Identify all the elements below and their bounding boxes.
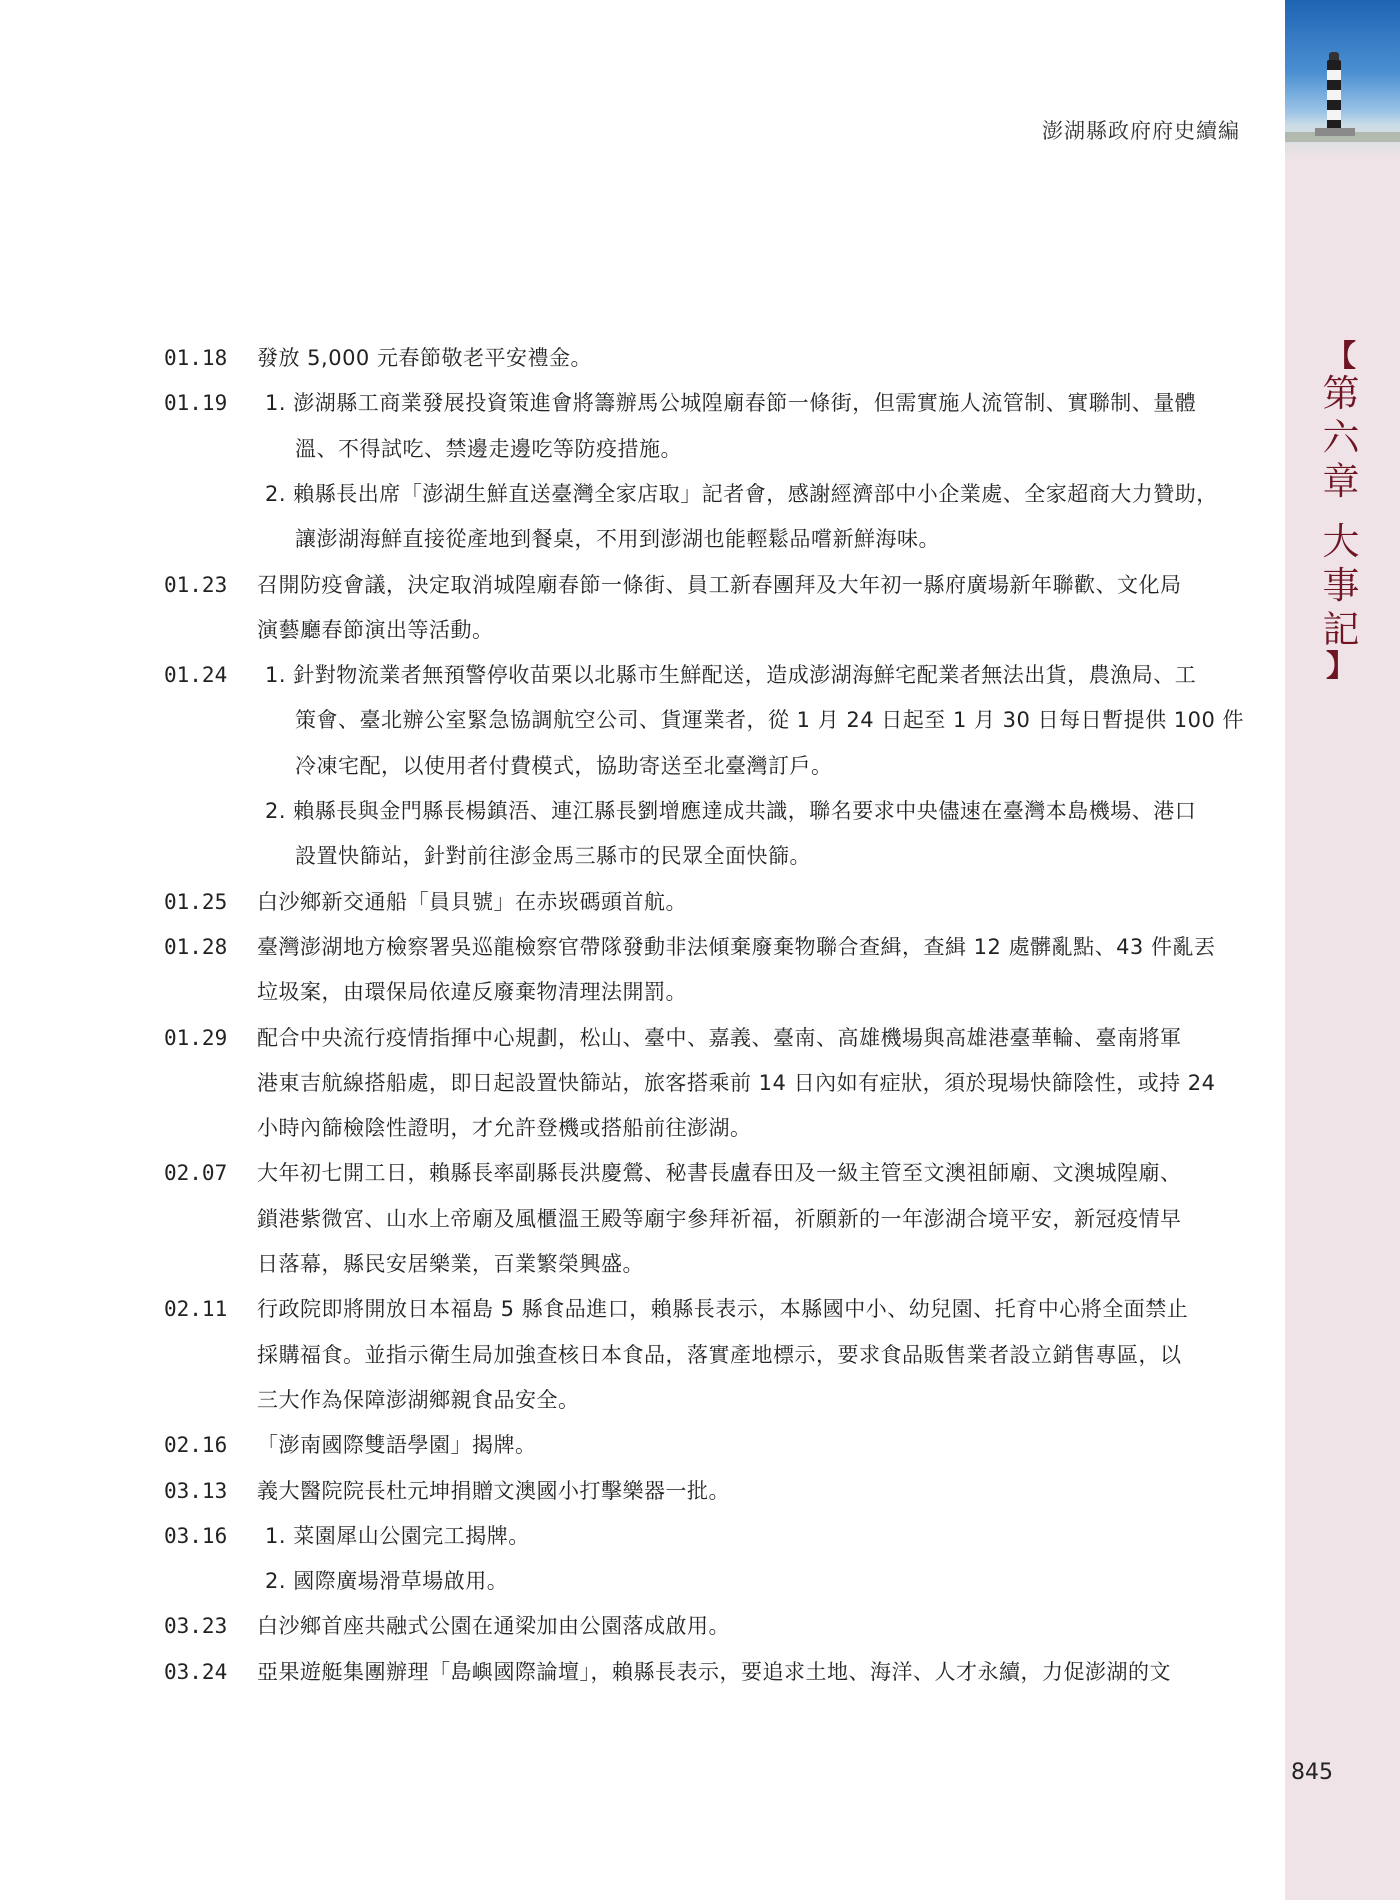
chapter-tab-char: 事: [1322, 564, 1360, 607]
chapter-tab-char: 大: [1322, 520, 1360, 563]
entry-text-line: 策會、臺北辦公室緊急協調航空公司、貨運業者，從 1 月 24 日起至 1 月 30 日每日暫提供 100 件: [295, 708, 1244, 733]
entry-text-line: 亞果遊艇集團辦理「島嶼國際論壇」，賴縣長表示，要追求土地、海洋、人才永續，力促澎湖的文: [257, 1659, 1171, 1684]
entry-text-line: 三大作為保障澎湖鄉親食品安全。: [257, 1387, 580, 1412]
entry-date: 03.23: [164, 1614, 228, 1639]
entry-text-line: 義大醫院院長杜元坤捐贈文澳國小打擊樂器一批。: [257, 1478, 730, 1503]
entry-text-line: 演藝廳春節演出等活動。: [257, 617, 494, 642]
entry-text-line: 發放 5,000 元春節敬老平安禮金。: [257, 346, 592, 370]
chapter-tab-gap: [1316, 504, 1366, 520]
chapter-tab-close-bracket: 】: [1326, 649, 1356, 684]
chapter-tab-open-bracket: 【: [1326, 339, 1356, 374]
entry-date: 01.25: [164, 889, 228, 914]
chapter-tab-char: 第: [1322, 372, 1360, 415]
chapter-tab: [1316, 339, 1366, 684]
entry-date: 01.24: [164, 663, 228, 688]
entry-date: 03.24: [164, 1659, 228, 1684]
chapter-tab-char: 記: [1322, 608, 1360, 651]
entry-text-line: 配合中央流行疫情指揮中心規劃，松山、臺中、嘉義、臺南、高雄機場與高雄港臺華輪、臺南將軍: [257, 1025, 1182, 1050]
entry-date: 01.23: [164, 572, 228, 597]
chapter-side-band: [1285, 0, 1400, 1900]
entry-text-line: 日落幕，縣民安居樂業，百業繁榮興盛。: [257, 1252, 644, 1276]
entry-date: 02.16: [164, 1433, 228, 1458]
entry-text-line: 白沙鄉首座共融式公園在通梁加由公園落成啟用。: [257, 1614, 730, 1639]
entry-text-line: 垃圾案，由環保局依違反廢棄物清理法開罰。: [257, 980, 687, 1005]
entry-text-line: 1. 菜園犀山公園完工揭牌。: [265, 1523, 530, 1548]
entry-text-line: 臺灣澎湖地方檢察署吳巡龍檢察官帶隊發動非法傾棄廢棄物聯合查緝，查緝 12 處髒亂點、43 件亂丟: [257, 934, 1216, 959]
entry-text-line: 「澎南國際雙語學園」揭牌。: [257, 1433, 537, 1458]
entry-date: 03.16: [164, 1523, 228, 1548]
entry-text-line: 小時內篩檢陰性證明，才允許登機或搭船前往澎湖。: [257, 1116, 752, 1141]
entry-text-line: 1. 澎湖縣工商業發展投資策進會將籌辦馬公城隍廟春節一條街，但需實施人流管制、實聯制、量體: [265, 391, 1197, 416]
entry-date: 03.13: [164, 1478, 228, 1503]
entry-date: 01.28: [164, 934, 228, 959]
entry-text-line: 2. 國際廣場滑草場啟用。: [265, 1569, 509, 1594]
lighthouse-photo: [1285, 0, 1400, 160]
entry-text-line: 讓澎湖海鮮直接從產地到餐桌，不用到澎湖也能輕鬆品嚐新鮮海味。: [295, 527, 940, 552]
entry-text-line: 港東吉航線搭船處，即日起設置快篩站，旅客搭乘前 14 日內如有症狀，須於現場快篩陰性，或持 24: [257, 1070, 1216, 1095]
lighthouse-base-icon: [1315, 128, 1355, 136]
entry-date: 01.29: [164, 1025, 228, 1050]
entry-date: 01.19: [164, 391, 228, 416]
page-number: 845: [1291, 1760, 1333, 1785]
entry-date: 01.18: [164, 346, 228, 370]
entry-text-line: 大年初七開工日，賴縣長率副縣長洪慶鶯、秘書長盧春田及一級主管至文澳祖師廟、文澳城隍廟、: [257, 1161, 1182, 1186]
lighthouse-icon: [1327, 60, 1341, 132]
entry-text-line: 溫、不得試吃、禁邊走邊吃等防疫措施。: [295, 436, 682, 461]
entry-date: 02.07: [164, 1161, 228, 1186]
entry-text-line: 採購福食。並指示衛生局加強查核日本食品，落實產地標示，要求食品販售業者設立銷售專區，以: [257, 1342, 1182, 1367]
entry-text-line: 行政院即將開放日本福島 5 縣食品進口，賴縣長表示，本縣國中小、幼兒園、托育中心將全面禁止: [257, 1297, 1189, 1322]
entry-text-line: 2. 賴縣長出席「澎湖生鮮直送臺灣全家店取」記者會，感謝經濟部中小企業處、全家超商大力贊助，: [265, 481, 1218, 506]
entry-text-line: 冷凍宅配，以使用者付費模式，協助寄送至北臺灣訂戶。: [295, 753, 833, 778]
entry-text-line: 白沙鄉新交通船「員貝號」在赤崁碼頭首航。: [257, 889, 687, 914]
chapter-tab-char: 章: [1322, 460, 1360, 503]
entry-text-line: 鎖港紫微宮、山水上帝廟及風櫃溫王殿等廟宇參拜祈福，祈願新的一年澎湖合境平安，新冠疫情早: [257, 1206, 1182, 1231]
entry-text-line: 召開防疫會議，決定取消城隍廟春節一條街、員工新春團拜及大年初一縣府廣場新年聯歡、文化局: [257, 572, 1182, 597]
chapter-tab-char: 六: [1322, 416, 1360, 459]
entry-date: 02.11: [164, 1297, 228, 1322]
entry-text-line: 1. 針對物流業者無預警停收苗栗以北縣市生鮮配送，造成澎湖海鮮宅配業者無法出貨，農漁局、工: [265, 663, 1197, 688]
running-header: 澎湖縣政府府史續編: [1042, 119, 1240, 143]
entry-text-line: 設置快篩站，針對前往澎金馬三縣市的民眾全面快篩。: [295, 844, 811, 869]
entry-text-line: 2. 賴縣長與金門縣長楊鎮浯、連江縣長劉增應達成共識，聯名要求中央儘速在臺灣本島機場、港口: [265, 799, 1197, 823]
